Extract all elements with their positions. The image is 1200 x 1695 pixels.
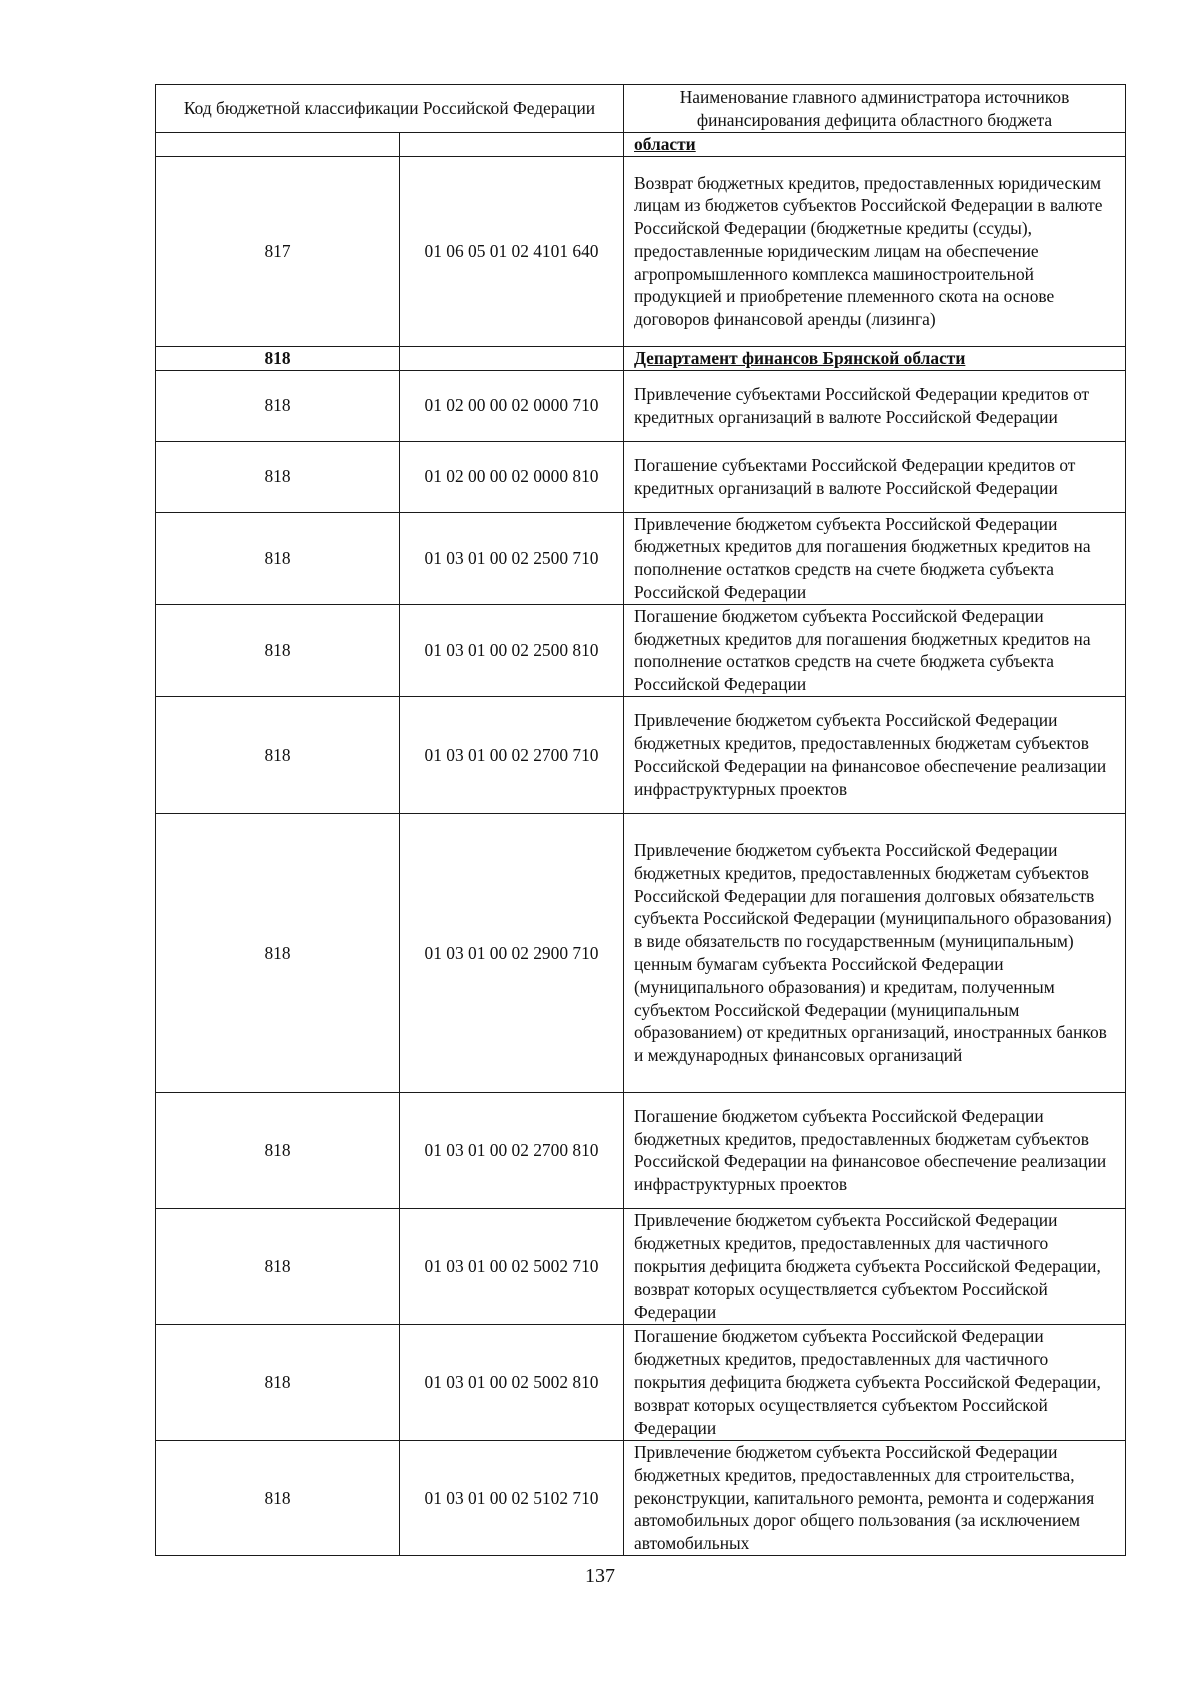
table-row [156,813,1126,1092]
source-code-cell: 01 03 01 00 02 5002 810 [400,1324,624,1440]
source-name-cell: Возврат бюджетных кредитов, предоставленных юридическим лицам из бюджетов субъектов Российской Федерации в валюте Российской Федерации (бюджетные кредиты (ссуды), предоставленные юридическим лицам на обеспечение агропромышленного комплекса машиностроительной продукцией и приобретение племенного скота на основе договоров финансовой аренды (лизинга) [624,156,1126,346]
admin-code-cell: 818 [156,1208,400,1324]
source-code-cell: 01 03 01 00 02 2900 710 [400,813,624,1092]
source-name-cell: Привлечение бюджетом субъекта Российской Федерации бюджетных кредитов, предоставленных для частичного покрытия дефицита бюджета субъекта Российской Федерации, возврат которых осуществляется субъектом Российской Федерации [624,1208,1126,1324]
table-row [156,370,1126,441]
source-code-cell: 01 03 01 00 02 2700 810 [400,1092,624,1208]
table-row [156,512,1126,604]
source-code-cell: 01 03 01 00 02 2700 710 [400,696,624,813]
source-code-cell [400,346,624,370]
admin-code-cell: 818 [156,696,400,813]
source-code-cell: 01 03 01 00 02 2500 810 [400,604,624,696]
source-code-cell: 01 06 05 01 02 4101 640 [400,156,624,346]
header-name-column: Наименование главного администратора источников финансирования дефицита областного бюджета [624,85,1126,133]
table-row [156,1208,1126,1324]
source-code-cell [400,133,624,157]
source-name-cell: Привлечение субъектами Российской Федерации кредитов от кредитных организаций в валюте Российской Федерации [624,370,1126,441]
source-code-cell: 01 03 01 00 02 5002 710 [400,1208,624,1324]
source-code-cell: 01 03 01 00 02 2500 710 [400,512,624,604]
source-name-cell: Привлечение бюджетом субъекта Российской Федерации бюджетных кредитов для погашения бюджетных кредитов на пополнение остатков средств на счете бюджета субъекта Российской Федерации [624,512,1126,604]
admin-code-cell: 817 [156,156,400,346]
table-header-row [156,85,1126,133]
source-name-cell: Погашение бюджетом субъекта Российской Федерации бюджетных кредитов, предоставленных для частичного покрытия дефицита бюджета субъекта Российской Федерации, возврат которых осуществляется субъектом Российской Федерации [624,1324,1126,1440]
source-name-cell: Погашение бюджетом субъекта Российской Федерации бюджетных кредитов для погашения бюджетных кредитов на пополнение остатков средств на счете бюджета субъекта Российской Федерации [624,604,1126,696]
table-row [156,1324,1126,1440]
table-row [156,1440,1126,1555]
admin-code-cell: 818 [156,1324,400,1440]
admin-code-cell: 818 [156,604,400,696]
table-row [156,1092,1126,1208]
admin-code-cell: 818 [156,512,400,604]
source-name-cell: Департамент финансов Брянской области [624,346,1126,370]
source-name-cell: Погашение субъектами Российской Федерации кредитов от кредитных организаций в валюте Российской Федерации [624,441,1126,512]
table-row [156,696,1126,813]
source-name-cell: Привлечение бюджетом субъекта Российской Федерации бюджетных кредитов, предоставленных бюджетам субъектов Российской Федерации для погашения долговых обязательств субъекта Российской Федерации (муниципального образования) в виде обязательств по государственным (муниципальным) ценным бумагам субъекта Российской Федерации (муниципального образования) и кредитам, полученным субъектом Российской Федерации (муниципальным образованием) от кредитных организаций, иностранных банков и международных финансовых организаций [624,813,1126,1092]
table-row [156,133,1126,157]
admin-code-cell: 818 [156,441,400,512]
source-name-cell: Погашение бюджетом субъекта Российской Федерации бюджетных кредитов, предоставленных бюджетам субъектов Российской Федерации на финансовое обеспечение реализации инфраструктурных проектов [624,1092,1126,1208]
admin-code-cell: 818 [156,370,400,441]
admin-code-cell: 818 [156,1440,400,1555]
source-code-cell: 01 03 01 00 02 5102 710 [400,1440,624,1555]
source-name-cell: области [624,133,1126,157]
table-row [156,604,1126,696]
page-number: 137 [585,1565,615,1587]
admin-code-cell [156,133,400,157]
table-row [156,346,1126,370]
source-code-cell: 01 02 00 00 02 0000 710 [400,370,624,441]
admin-code-cell: 818 [156,813,400,1092]
source-name-cell: Привлечение бюджетом субъекта Российской Федерации бюджетных кредитов, предоставленных бюджетам субъектов Российской Федерации на финансовое обеспечение реализации инфраструктурных проектов [624,696,1126,813]
header-code-column: Код бюджетной классификации Российской Федерации [156,85,624,133]
table-row [156,156,1126,346]
admin-code-cell: 818 [156,346,400,370]
table-row [156,441,1126,512]
source-name-cell: Привлечение бюджетом субъекта Российской Федерации бюджетных кредитов, предоставленных для строительства, реконструкции, капитального ремонта, ремонта и содержания автомобильных дорог общего пользования (за исключением автомобильных [624,1440,1126,1555]
source-code-cell: 01 02 00 00 02 0000 810 [400,441,624,512]
admin-code-cell: 818 [156,1092,400,1208]
budget-classification-table [155,84,1126,1556]
